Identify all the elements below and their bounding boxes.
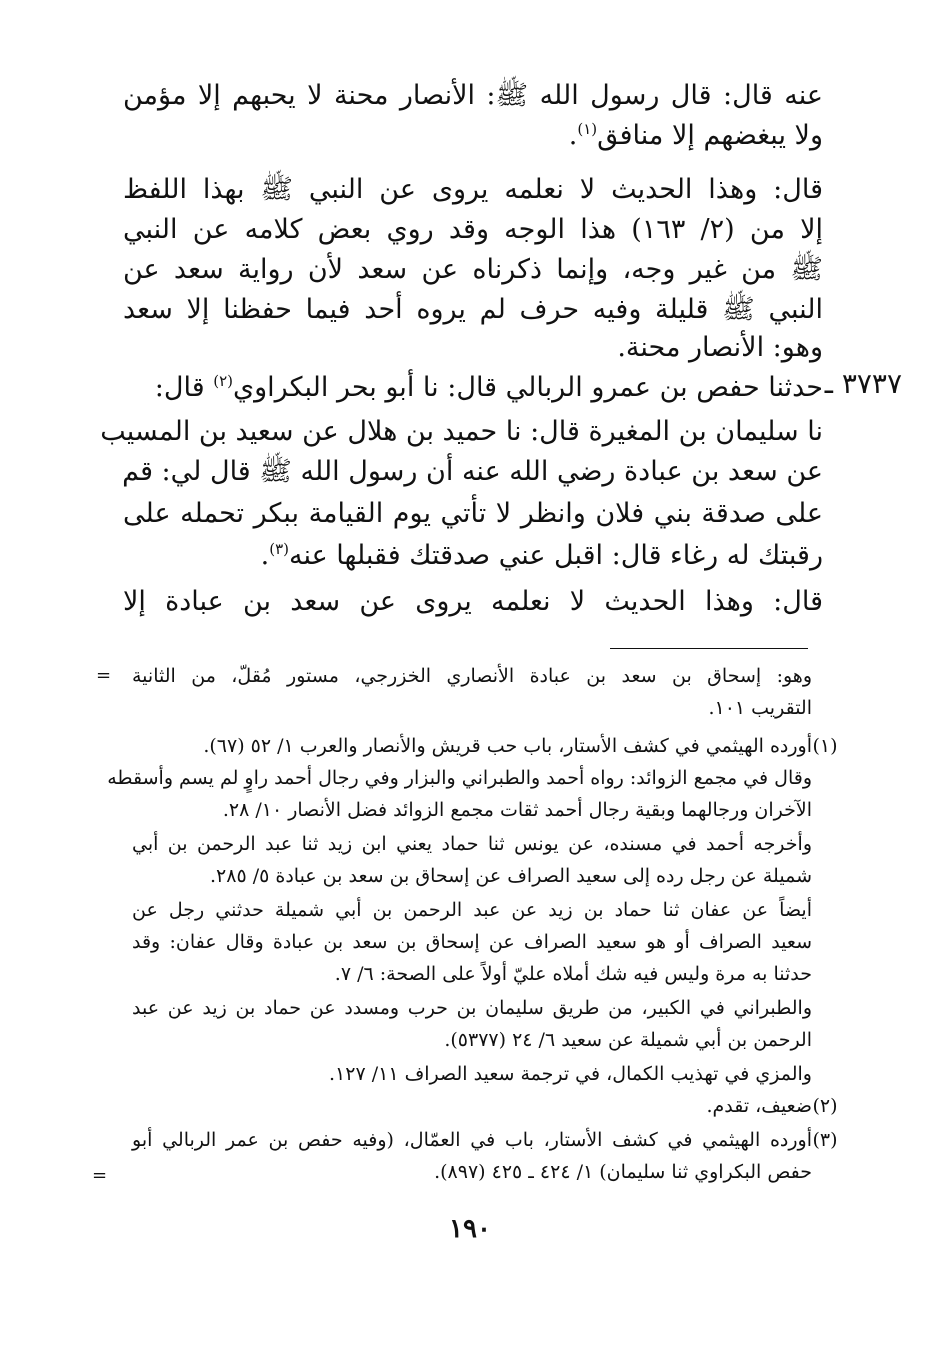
footnote-line: سعيد الصراف أو هو سعيد الصراف عن إسحاق بن سعد بن عبادة وقال عفان: وقد bbox=[132, 931, 812, 953]
footnote-line: حدثنا به مرة وليس فيه شك أملاه عليّ أولاً على الصحة: ٦/ ٧. bbox=[334, 963, 812, 985]
main-text-line bbox=[123, 116, 823, 156]
main-text-line: قال: وهذا الحديث لا نعلمه يروى عن سعد بن عبادة إلا bbox=[123, 586, 823, 617]
footnote-marker: (٣) bbox=[812, 1129, 838, 1151]
footnote-marker: (١) bbox=[812, 735, 838, 757]
footnote-marker: (٢) bbox=[812, 1095, 838, 1117]
footnote-line: ضعيف، تقدم. bbox=[706, 1095, 812, 1117]
footnote-line: التقريب ١٠١. bbox=[708, 697, 812, 719]
main-text-line bbox=[123, 536, 823, 576]
footnote-line: أورده الهيثمي في كشف الأستار، باب في العمّال، (وفيه حفص بن عمر الربالي أبو bbox=[132, 1129, 812, 1151]
footnote-line: والمزي في تهذيب الكمال، في ترجمة سعيد الصراف ١١/ ١٢٧. bbox=[328, 1063, 812, 1085]
main-text-fragment: رقبتك له رغاء قال: اقبل عني صدقتك فقبلها عنه bbox=[288, 540, 823, 571]
main-text-line: نا سليمان بن المغيرة قال: نا حميد بن هلال عن سعيد بن المسيب bbox=[100, 416, 823, 447]
footnote-ref: (١) bbox=[577, 120, 598, 138]
footnote-line: الآخران ورجالهما وبقية رجال أحمد ثقات مجمع الزوائد فضل الأنصار ١٠/ ٢٨. bbox=[222, 799, 812, 821]
footnote-line: الرحمن بن أبي شميلة عن سعيد ٦/ ٢٤ (٥٣٧٧). bbox=[444, 1029, 812, 1051]
main-text-line: على صدقة بني فلان وانظر لا تأتي يوم القيامة ببكر تحمله على bbox=[123, 498, 823, 529]
main-text-line bbox=[123, 368, 823, 408]
main-text-line: عن سعد بن عبادة رضي الله عنه أن رسول الله ﷺ قال لي: قم bbox=[122, 456, 823, 487]
footnote-ref: (٢) bbox=[213, 372, 233, 390]
footnote-line: شميلة عن رجل رده إلى سعيد الصراف عن إسحاق بن سعد بن عبادة ٥/ ٢٨٥. bbox=[209, 865, 812, 887]
punctuation: . bbox=[260, 540, 270, 571]
main-text-line: النبي ﷺ قليلة وفيه حرف لم يروه أحد فيما حفظنا إلا سعد bbox=[123, 294, 823, 325]
main-text-line: قال: وهذا الحديث لا نعلمه يروى عن النبي ﷺ بهذا اللفظ bbox=[123, 174, 823, 205]
footnote-ref: (٣) bbox=[269, 540, 289, 558]
main-text-line: عنه قال: قال رسول الله ﷺ: الأنصار محنة لا يحبهم إلا مؤمن bbox=[123, 80, 823, 111]
footnote-line: وقال في مجمع الزوائد: رواه أحمد والطبراني والبزار وفي رجال أحمد راوٍ لم يسم وأسقطه bbox=[107, 767, 812, 789]
page-number: ١٩٠ bbox=[449, 1214, 491, 1244]
main-text-line: وهو: الأنصار محنة. bbox=[617, 332, 823, 363]
footnote-line: أيضاً عن عفان ثنا حماد بن زيد عن عبد الرحمن بن أبي شميلة حدثني رجل عن bbox=[132, 899, 812, 921]
main-text-fragment: ولا يبغضهم إلا منافق bbox=[597, 120, 823, 151]
main-text-fragment: قال: bbox=[154, 372, 205, 403]
footnote-divider bbox=[610, 648, 808, 649]
main-text-fragment: حدثنا حفص بن عمرو الربالي قال: نا أبو بحر البكراوي bbox=[233, 372, 823, 403]
main-text-line: إلا من (٢/ ١٦٣) هذا الوجه وقد روي بعض كلامه عن النبي bbox=[123, 214, 823, 245]
footnote-line: حفص البكراوي ثنا سليمان) ١/ ٤٢٤ ـ ٤٢٥ (٨٩٧). bbox=[434, 1161, 812, 1183]
footnote-line: والطبراني في الكبير، من طريق سليمان بن حرب ومسدد عن حماد بن زيد عن عبد bbox=[132, 997, 812, 1019]
continuation-mark: = bbox=[92, 1165, 108, 1186]
continuation-mark: = bbox=[96, 665, 112, 686]
main-text-line: ﷺ من غير وجه، وإنما ذكرناه عن سعد لأن رواية سعد عن bbox=[123, 254, 823, 285]
footnote-line: وأخرجه أحمد في مسنده، عن يونس ثنا حماد يعني ابن زيد ثنا عبد الرحمن بن أبي bbox=[132, 833, 812, 855]
footnote-line: أورده الهيثمي في كشف الأستار، باب حب قريش والأنصار والعرب ١/ ٥٢ (٦٧). bbox=[203, 735, 812, 757]
footnote-line: وهو: إسحاق بن سعد بن عبادة الأنصاري الخزرجي، مستور مُقلّ، من الثانية bbox=[132, 665, 812, 687]
hadith-number: ٣٧٣٧ ـ bbox=[824, 367, 902, 400]
punctuation: . bbox=[568, 120, 578, 151]
